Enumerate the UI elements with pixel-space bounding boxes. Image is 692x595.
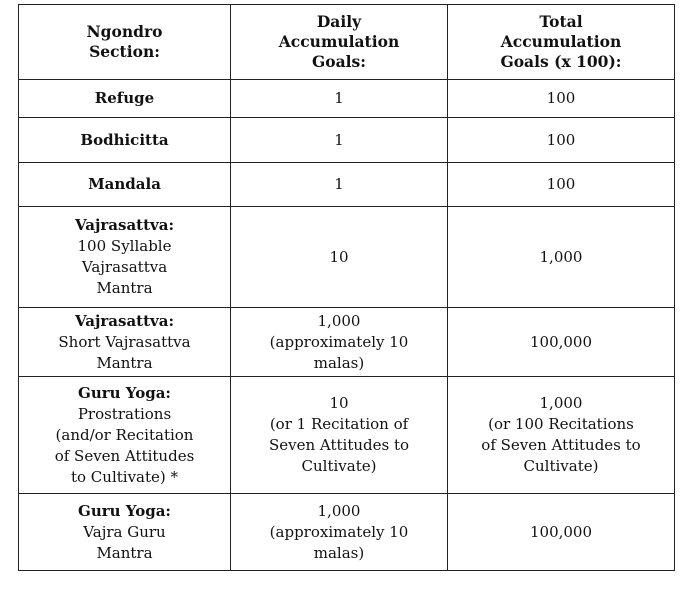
- header-text: Goals (x 100):: [500, 52, 622, 71]
- section-title: Guru Yoga:: [78, 501, 171, 520]
- header-total-goals: [448, 5, 675, 80]
- section-detail: to Cultivate) *: [70, 467, 179, 486]
- daily-goal-text: 10: [329, 247, 349, 266]
- section-title: Vajrasattva:: [74, 311, 175, 330]
- total-goal-cell: [448, 118, 675, 163]
- section-detail: Prostrations: [77, 404, 172, 423]
- section-cell: [19, 80, 231, 118]
- section-detail: (and/or Recitation: [55, 425, 194, 444]
- daily-goal-text: malas): [313, 543, 365, 562]
- daily-goal-text: (approximately 10: [269, 332, 409, 351]
- header-text: Section:: [89, 42, 160, 61]
- section-cell: [19, 163, 231, 207]
- daily-goal-text: 10: [329, 394, 349, 412]
- total-goal-text: 100,000: [529, 522, 593, 541]
- daily-goal-cell: [231, 207, 448, 308]
- total-goal-text: 100,000: [529, 332, 593, 351]
- daily-goal-text: (or 1 Recitation of: [269, 415, 409, 433]
- section-cell: [19, 494, 231, 571]
- table-row: [19, 118, 675, 163]
- daily-goal-text: 1: [334, 175, 344, 193]
- section-detail: Mantra: [96, 279, 153, 297]
- total-goal-text: (or 100 Recitations: [488, 415, 634, 433]
- total-goal-text: of Seven Attitudes to: [481, 436, 641, 454]
- total-goal-cell: [448, 207, 675, 308]
- daily-goal-cell: [231, 377, 448, 494]
- header-text: Daily: [316, 12, 362, 31]
- table-row: [19, 207, 675, 308]
- total-goal-text: 100: [546, 130, 576, 149]
- total-goal-cell: [448, 80, 675, 118]
- table-row: [19, 308, 675, 377]
- total-goal-text: 100: [546, 175, 576, 193]
- section-detail: of Seven Attitudes: [54, 446, 195, 465]
- table-row: [19, 494, 675, 571]
- header-text: Ngondro: [86, 22, 163, 41]
- daily-goal-text: malas): [313, 353, 365, 372]
- table-row: [19, 377, 675, 494]
- section-detail: 100 Syllable: [77, 237, 172, 255]
- total-goal-text: 100: [546, 89, 576, 107]
- section-cell: [19, 377, 231, 494]
- section-detail: Mantra: [96, 543, 153, 562]
- total-goal-text: 1,000: [539, 247, 583, 266]
- table-row: [19, 80, 675, 118]
- section-title: Vajrasattva:: [74, 216, 175, 234]
- section-title: Refuge: [94, 89, 155, 107]
- total-goal-cell: [448, 377, 675, 494]
- header-daily-goals: [231, 5, 448, 80]
- section-title: Mandala: [88, 175, 161, 193]
- header-text: Goals:: [312, 52, 366, 71]
- total-goal-text: Cultivate): [523, 457, 599, 475]
- daily-goal-text: 1,000: [317, 311, 361, 330]
- section-cell: [19, 118, 231, 163]
- daily-goal-cell: [231, 80, 448, 118]
- daily-goal-text: (approximately 10: [269, 522, 409, 541]
- daily-goal-cell: [231, 118, 448, 163]
- daily-goal-cell: [231, 308, 448, 377]
- daily-goal-text: 1,000: [317, 501, 361, 520]
- daily-goal-cell: [231, 494, 448, 571]
- header-text: Accumulation: [500, 32, 622, 51]
- header-row: [19, 5, 675, 80]
- total-goal-text: 1,000: [539, 394, 583, 412]
- section-title: Guru Yoga:: [78, 383, 171, 402]
- section-title: Bodhicitta: [80, 130, 169, 149]
- daily-goal-text: 1: [334, 89, 344, 107]
- section-detail: Mantra: [96, 353, 153, 372]
- table-row: [19, 163, 675, 207]
- section-detail: Vajrasattva: [81, 258, 168, 276]
- section-detail: Vajra Guru: [83, 522, 166, 541]
- header-section: [19, 5, 231, 80]
- daily-goal-cell: [231, 163, 448, 207]
- daily-goal-text: 1: [334, 130, 344, 149]
- total-goal-cell: [448, 308, 675, 377]
- total-goal-cell: [448, 494, 675, 571]
- header-text: Total: [539, 12, 583, 31]
- daily-goal-text: Seven Attitudes to: [268, 436, 410, 454]
- daily-goal-text: Cultivate): [301, 457, 377, 475]
- accumulation-goals-table: [18, 4, 675, 571]
- section-cell: [19, 207, 231, 308]
- section-detail: Short Vajrasattva: [58, 332, 191, 351]
- header-text: Accumulation: [278, 32, 400, 51]
- section-cell: [19, 308, 231, 377]
- total-goal-cell: [448, 163, 675, 207]
